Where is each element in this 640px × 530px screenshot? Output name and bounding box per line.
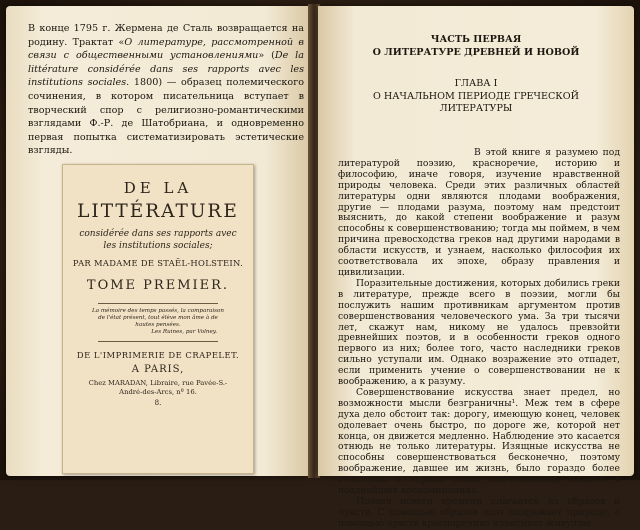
title-page-rule-top [98,303,218,304]
paragraph: Поэзия нового времени слагается из образов и чувств. С помощью образов поэт подражает природе, с помощью чувств красноречиво изъясняет живущие [338,496,620,529]
intro-paragraph [28,22,304,158]
part-title: ЧАСТЬ ПЕРВАЯ [430,34,522,45]
part-subtitle: О ЛИТЕРАТУРЕ ДРЕВНЕЙ И НОВОЙ [372,46,580,58]
chapter-heading [318,78,634,116]
paragraph: В этой книге я разумею под литературой поэзию, красноречие, историю и философию, иначе говоря, изучение нравственной природы человека. Среди этих различных областей литературы одни являются плодами воображения, другие — плодами разума, поэтому нам предстоит выяснить, до какой степени воображение и разум способны к совершенствованию; тогда мы поймем, в чем причина превосходства греков над другими народами в области искусств, и узнаем, насколько философия их соответствовала их эпохе, образу правления и цивилизации. [338,147,620,278]
title-page-subtitle: considérée dans ses rapports avec les institutions sociales; [79,229,237,251]
chapter-title-line-2: ЛИТЕРАТУРЫ [439,103,513,114]
paragraph: Совершенствование искусства знает предел, но возможности мысли безграничны¹. Меж тем в сфере духа дело обстоит так: дорогу, имеющую конец, человек одолевает очень быстро, по дороге же, которой нет конца, он движется медленно. Наблюдение это касается отнюдь не только литературы. Изящные искусства не способны совершенствоваться бесконечно, поэтому воображение, давшее им жизнь, было гораздо более счастливо в первых своих впечатлениях, нежели в позднейших воспоминаниях. [338,386,620,497]
title-page-author: PAR MADAME DE STAËL-HOLSTEIN. [72,258,244,268]
title-page-epigraph: La mémoire des temps passés, la comparaison de l'état présent, tout élève mon âme à de hautes pensées. [92,308,224,328]
chapter-body [338,148,620,530]
title-page-tome: TOME PREMIER. [86,278,230,293]
title-page-image [62,164,254,474]
title-page-city: A PARIS, [131,364,185,375]
intro-title-russian: О литературе, рассмотренной в связи с общественными установлениями [28,36,304,62]
title-page-rule-bottom [98,341,218,342]
intro-text-1: В конце 1795 г. Жермена де Сталь возвращается на родину. Трактат « [28,23,304,48]
title-page-title: LITTÉRATURE [77,201,239,222]
title-page-address: Chez MARADAN, Libraire, rue Pavée-S.-André-des-Arcs, nº 16. [88,379,228,396]
intro-text-3: . 1800) — образец полемического сочинения, в котором писательница вступает в творческий спор с религиозно-романтическими взглядами Ф.-Р. де Шатобриана, и одновременно первая попытка систематизировать эстетические взгляды. [28,77,304,157]
chapter-title-line-1: О НАЧАЛЬНОМ ПЕРИОДЕ ГРЕЧЕСКОЙ [373,90,579,102]
title-page-epigraph-source: Les Ruines, par Volney. [151,329,217,335]
intro-text-2: » ( [258,50,275,62]
title-page-de-la: DE LA [123,179,193,197]
left-page [6,6,310,476]
intro-title-french: De la littérature considérée dans ses rapports avec les institutions sociales [28,50,304,89]
right-page [318,6,634,529]
chapter-label: ГЛАВА I [454,78,498,89]
title-page-printer: DE L'IMPRIMERIE DE CRAPELET. [76,350,240,360]
paragraph: Поразительные достижения, которых добились греки в литературе, прежде всего в поэзии, могли бы послужить нашим противникам аргументом против совершенствования человеческого ума. За три тысячи лет, скажут нам, никому не удалось превзойти древнейших поэтов, и в особенности греков одного первого из них; более того, часто наследники греков сильно уступали им. Однако возражение это отпадет, если применить учение о совершенствовании не к воображению, а к разуму. [338,277,620,388]
part-heading [318,34,634,59]
title-page-year: 8. [154,399,162,407]
